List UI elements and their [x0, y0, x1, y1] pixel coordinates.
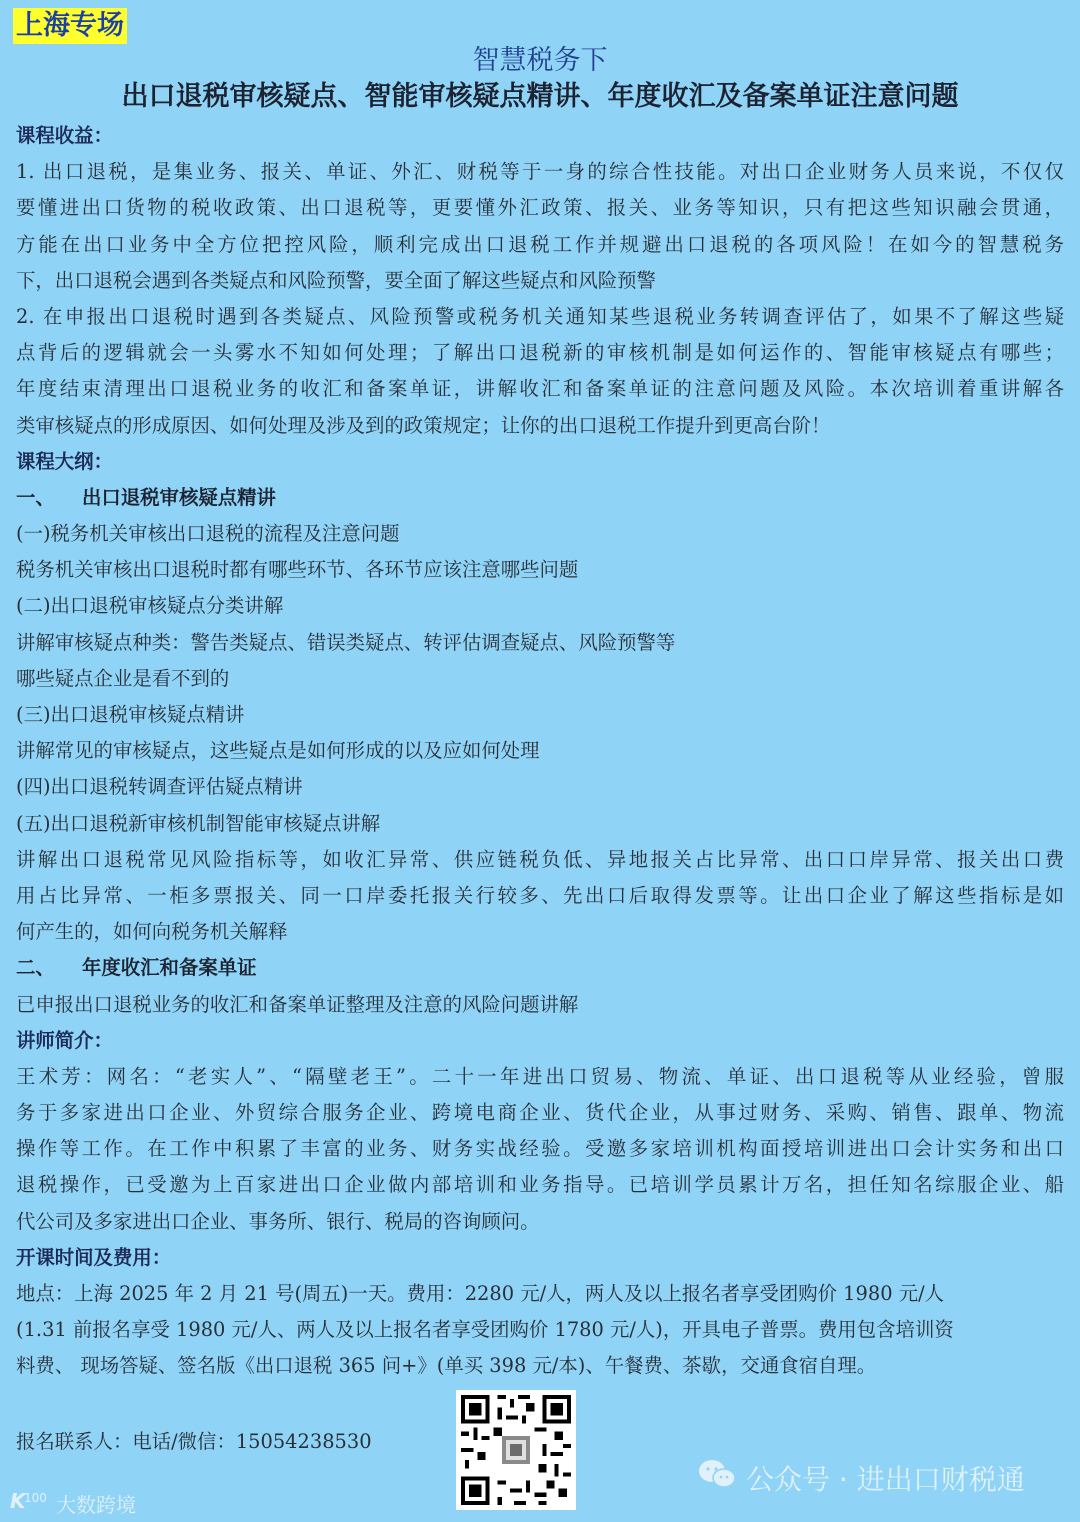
instructor-line: 代公司及多家进出口企业、事务所、银行、税局的咨询顾问。 [16, 1209, 540, 1233]
watermark-text: 公众号 · 进出口财税通 [746, 1462, 1025, 1496]
instructor-line: 王术芳：网名：“老实人”、“隔壁老王”。二十一年进出口贸易、物流、单证、出口退税等从业经验，曾服 [16, 1064, 1064, 1088]
wechat-icon [698, 1458, 736, 1501]
benefits-p2-line: 点背后的逻辑就会一头雾水不知如何处理；了解出口退税新的审核机制是如何运作的、智能审核疑点有哪些； [16, 341, 1064, 365]
instructor-line: 操作等工作。在工作中积累了丰富的业务、财务实战经验。受邀多家培训机构面授培训进出口会计实务和出口 [16, 1137, 1064, 1161]
page-title: 出口退税审核疑点、智能审核疑点精讲、年度收汇及备案单证注意问题 [121, 81, 959, 112]
section-title: 出口退税审核疑点精讲 [82, 485, 276, 509]
city-badge: 上海专场 [13, 8, 127, 44]
outline-subsection: (二)出口退税审核疑点分类讲解 [16, 594, 284, 618]
svg-text:K: K [10, 1489, 26, 1513]
outline-text: 何产生的，如何向税务机关解释 [16, 920, 288, 944]
schedule-line: 料费、 现场答疑、签名版《出口退税 365 问+》(单买 398 元/本)、午餐费、茶歇，交通食宿自理。 [16, 1354, 877, 1378]
section-title: 年度收汇和备案单证 [82, 956, 257, 980]
benefits-p2-line: 年度结束清理出口退税业务的收汇和备案单证，讲解收汇和备案单证的注意问题及风险。本次培训着重讲解各 [16, 377, 1064, 401]
benefits-heading: 课程收益： [16, 124, 113, 147]
page-subtitle: 智慧税务下 [472, 45, 608, 76]
outline-subsection: (一)税务机关审核出口退税的流程及注意问题 [16, 522, 400, 546]
outline-section-1 [16, 480, 1064, 516]
schedule-heading: 开课时间及费用： [16, 1245, 172, 1269]
outline-section-2 [16, 950, 1064, 986]
contact-info: 报名联系人：电话/微信：15054238530 [16, 1430, 372, 1453]
benefits-p1-line: 要懂进出口货物的税收政策、出口退税等，更要懂外汇政策、报关、业务等知识，只有把这些知识融会贯通， [16, 196, 1064, 220]
qr-code-icon[interactable] [456, 1390, 576, 1510]
benefits-p2-line: 类审核疑点的形成原因、如何处理及涉及到的政策规定；让你的出口退税工作提升到更高台阶！ [16, 413, 831, 437]
outline-subsection: (三)出口退税审核疑点精讲 [16, 703, 245, 726]
outline-text: 讲解出口退税常见风险指标等，如收汇异常、供应链税负低、异地报关占比异常、出口口岸异常、报关出口费 [16, 847, 1064, 871]
schedule-line: (1.31 前报名享受 1980 元/人、两人及以上报名者享受团购价 1780 元/人)，开具电子普票。费用包含培训资 [16, 1318, 954, 1342]
section-number: 二、 [16, 956, 55, 980]
benefits-p2-line: 2. 在申报出口退税时遇到各类疑点、风险预警或税务机关通知某些退税业务转调查评估了，如果不了解这些疑 [16, 304, 1064, 328]
benefits-p1-line: 下，出口退税会遇到各类疑点和风险预警，要全面了解这些疑点和风险预警 [16, 268, 656, 292]
svg-text:100: 100 [24, 1491, 47, 1505]
outline-subsection: (四)出口退税转调查评估疑点精讲 [16, 775, 303, 799]
wechat-watermark [698, 1458, 1025, 1501]
outline-subsection: (五)出口退税新审核机制智能审核疑点讲解 [16, 811, 381, 835]
section-number: 一、 [16, 485, 55, 509]
brand-watermark [10, 1488, 136, 1522]
brand-logo-icon [10, 1488, 50, 1522]
outline-text: 讲解常见的审核疑点，这些疑点是如何形成的以及应如何处理 [16, 739, 540, 763]
instructor-line: 退税操作，已受邀为上百家进出口企业做内部培训和业务指导。已培训学员累计万名，担任知名综服企业、船 [16, 1173, 1064, 1197]
outline-text: 已申报出口退税业务的收汇和备案单证整理及注意的风险问题讲解 [16, 992, 579, 1016]
course-content [16, 118, 1064, 1385]
benefits-p1-line: 方能在出口业务中全方位把控风险，顺利完成出口退税工作并规避出口退税的各项风险！在如今的智慧税务 [16, 232, 1064, 256]
watermark-text: 大数跨境 [56, 1493, 136, 1517]
instructor-line: 务于多家进出口企业、外贸综合服务企业、跨境电商企业、货代企业，从事过财务、采购、销售、跟单、物流 [16, 1101, 1064, 1125]
outline-text: 用占比异常、一柜多票报关、同一口岸委托报关行较多、先出口后取得发票等。让出口企业了解这些指标是如 [16, 883, 1064, 907]
instructor-heading: 讲师简介： [16, 1028, 113, 1052]
outline-text: 讲解审核疑点种类：警告类疑点、错误类疑点、转评估调查疑点、风险预警等 [16, 630, 676, 654]
outline-text: 哪些疑点企业是看不到的 [16, 666, 230, 690]
outline-heading: 课程大纲： [16, 449, 113, 473]
benefits-p1-line: 1. 出口退税，是集业务、报关、单证、外汇、财税等于一身的综合性技能。对出口企业财务人员来说，不仅仅 [16, 160, 1064, 184]
schedule-line: 地点：上海 2025 年 2 月 21 号(周五)一天。费用：2280 元/人，两人及以上报名者享受团购价 1980 元/人 [16, 1282, 945, 1305]
outline-text: 税务机关审核出口退税时都有哪些环节、各环节应该注意哪些问题 [16, 558, 579, 582]
